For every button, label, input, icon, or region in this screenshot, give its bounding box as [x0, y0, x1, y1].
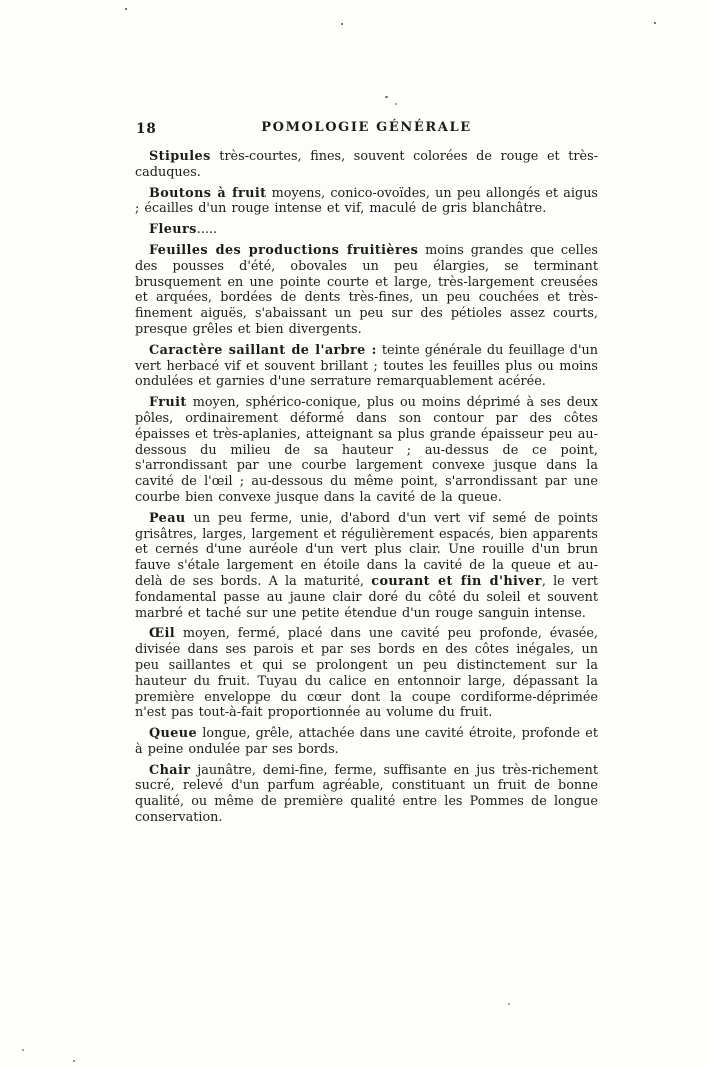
scan-speck — [385, 96, 388, 98]
paragraph-text: longue, grêle, attachée dans une cavité étroite, profonde et à peine ondulée par ses bords. — [135, 726, 598, 757]
paragraph-queue — [135, 726, 598, 758]
paragraph-text: moins grandes que celles des pousses d'été, obovales un peu élargies, se terminant brusquement en une pointe courte et large, très-largement creusées et arquées, bordées de dents très-fines, un peu couchées et très-finement aiguës, s'abaissant un peu sur des pétioles assez courts, presque grêles et bien divergents. — [135, 242, 598, 337]
scan-speck — [395, 103, 397, 105]
paragraph-stipules — [135, 149, 598, 181]
term-label-fruit: Fruit — [149, 395, 187, 411]
paragraph-oeil — [135, 626, 598, 721]
paragraph-text: un peu ferme, unie, d'abord d'un vert vif semé de points grisâtres, larges, largement et régulièrement espacés, bien apparents et cernés d'une auréole d'un vert plus clair. Une rouille d'un brun fauve s'étale largement en étoile dans la cavité de la queue et au-delà de ses bords. A la maturité, — [135, 510, 599, 589]
term-label-stipules: Stipules — [149, 149, 211, 164]
paragraph-caractere-saillant — [135, 343, 598, 390]
term-label-peau: Peau — [149, 510, 186, 526]
term-label-fleurs: Fleurs — [149, 222, 197, 238]
scan-speck — [654, 22, 656, 24]
term-label-caractere: Caractère saillant de l'arbre : — [149, 342, 377, 358]
paragraph-text: moyen, sphérico-conique, plus ou moins déprimé à ses deux pôles, ordinairement déformé dans son contour par des côtes épaisses et très-aplanies, atteignant sa plus grande épaisseur peu au-dessous du milieu de sa hauteur ; au-dessus de ce point, s'arrondissant par une courbe largement convexe jusque dans la cavité de l'œil ; au-dessous du même point, s'arrondissant par une courbe bien convexe jusque dans la cavité de la queue. — [135, 395, 599, 505]
scan-speck — [508, 1003, 510, 1005]
term-label-oeil: Œil — [149, 626, 176, 642]
term-label-boutons: Boutons à fruit — [149, 185, 267, 201]
page-text-block — [135, 149, 598, 831]
paragraph-text: moyens, conico-ovoïdes, un peu allongés et aigus ; écailles d'un rouge intense et vif, maculé de gris blanchâtre. — [135, 185, 598, 217]
paragraph-text: teinte générale du feuillage d'un vert herbacé vif et souvent brillant ; toutes les feuilles plus ou moins ondulées et garnies d'une serrature remarquablement acérée. — [135, 342, 598, 390]
paragraph-feuilles — [135, 243, 598, 338]
paragraph-boutons-a-fruit — [135, 186, 598, 218]
term-label-queue: Queue — [149, 726, 198, 742]
page-number: 18 — [136, 121, 157, 137]
scan-speck — [341, 23, 343, 25]
scan-speck — [125, 8, 127, 10]
paragraph-peau — [135, 511, 598, 622]
running-head — [135, 120, 598, 135]
paragraph-text: moyen, fermé, placé dans une cavité peu profonde, évasée, divisée dans ses parois et par ses bords en des côtes inégales, un peu saillantes et qui se prolongent un peu distinctement sur la hauteur du fruit. Tuyau du calice en entonnoir large, dépassant la première enveloppe du cœur dont la coupe cordiforme-déprimée n'est pas tout-à-fait proportionnée au volume du fruit. — [135, 626, 598, 721]
scan-speck — [22, 1049, 24, 1051]
paragraph-text: , le vert fondamental passe au jaune clair doré du côté du soleil et souvent marbré et taché sur une petite étendue d'un rouge sanguin intense. — [135, 573, 599, 621]
term-label-feuilles: Feuilles des productions fruitières — [149, 242, 419, 258]
paragraph-text: jaunâtre, demi-fine, ferme, suffisante en jus très-richement sucré, relevé d'un parfum agréable, constituant un fruit de bonne qualité, ou même de première qualité entre les Pommes de longue conservation. — [135, 762, 598, 826]
page-title: POMOLOGIE GÉNÉRALE — [261, 120, 472, 135]
season-bold-phrase: courant et fin d'hiver — [371, 573, 542, 589]
term-label-chair: Chair — [149, 762, 191, 778]
paragraph-chair — [135, 763, 598, 826]
paragraph-text: très-courtes, fines, souvent colorées de rouge et très-caduques. — [135, 149, 598, 180]
paragraph-text: ..... — [196, 222, 218, 238]
paragraph-fleurs — [135, 222, 598, 238]
paragraph-fruit — [135, 395, 598, 506]
scan-speck — [73, 1060, 75, 1062]
